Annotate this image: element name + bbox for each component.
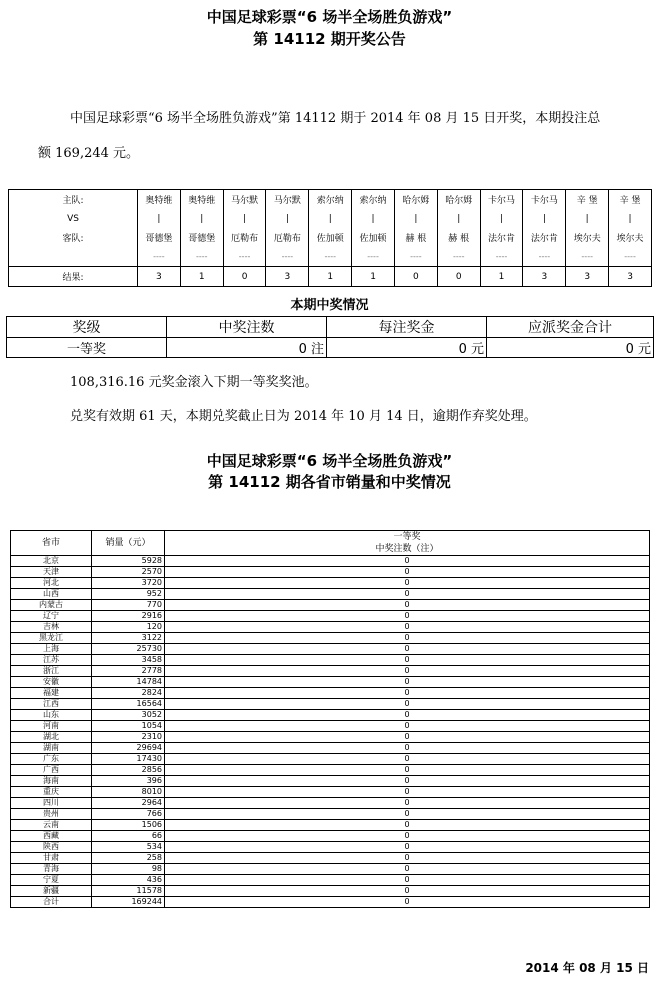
province-row <box>11 820 650 831</box>
dash-row-cell: ---- <box>138 247 181 267</box>
rollover-note: 108,316.16 元奖金滚入下期一等奖奖池。 <box>70 375 318 390</box>
dash-row-cell: ---- <box>352 247 395 267</box>
away-row-cell: 厄勒布 <box>266 228 309 247</box>
province-name: 青海 <box>11 864 92 875</box>
province-win-count: 0 <box>165 721 650 732</box>
province-sales: 396 <box>92 776 165 787</box>
province-win-count: 0 <box>165 853 650 864</box>
prize-col-count: 中奖注数 <box>167 317 327 338</box>
province-win-count: 0 <box>165 556 650 567</box>
home-row-cell: 索尔纳 <box>309 190 352 210</box>
province-name: 辽宁 <box>11 611 92 622</box>
result-row-cell: 3 <box>566 267 609 287</box>
province-row <box>11 655 650 666</box>
result-row <box>9 267 652 287</box>
province-row <box>11 633 650 644</box>
dash-row-cell: ---- <box>437 247 480 267</box>
intro-line1: 中国足球彩票“6 场半全场胜负游戏”第 14112 期于 2014 年 08 月 15 日开奖，本期投注总 <box>70 111 601 126</box>
home-row-cell: 奥特维 <box>138 190 181 210</box>
vs-row-cell: | <box>609 209 652 228</box>
dash-row-cell: ---- <box>566 247 609 267</box>
province-sales: 17430 <box>92 754 165 765</box>
province-win-count: 0 <box>165 589 650 600</box>
page-title: 中国足球彩票“6 场半全场胜负游戏” <box>206 8 453 26</box>
footer-date: 2014 年 08 月 15 日 <box>525 961 649 975</box>
province-col-prize-top: 一等奖 <box>393 532 421 542</box>
province-sales: 1506 <box>92 820 165 831</box>
province-row <box>11 853 650 864</box>
province-name: 广西 <box>11 765 92 776</box>
province-row <box>11 721 650 732</box>
province-win-count: 0 <box>165 688 650 699</box>
province-name: 四川 <box>11 798 92 809</box>
away-row-label: 客队: <box>62 234 84 244</box>
province-win-count: 0 <box>165 831 650 842</box>
province-name: 广东 <box>11 754 92 765</box>
result-row-cell: 3 <box>138 267 181 287</box>
away-row-cell: 佐加顿 <box>352 228 395 247</box>
result-row-label: 结果: <box>9 267 138 287</box>
result-row-cell: 3 <box>266 267 309 287</box>
province-sales: 2570 <box>92 567 165 578</box>
away-row <box>9 228 652 247</box>
result-row-cell: 0 <box>394 267 437 287</box>
vs-row-cell: | <box>223 209 266 228</box>
province-name: 云南 <box>11 820 92 831</box>
province-row <box>11 567 650 578</box>
prize-col-per: 每注奖金 <box>327 317 487 338</box>
province-win-count: 0 <box>165 611 650 622</box>
province-row <box>11 578 650 589</box>
home-row-cell: 辛 堡 <box>566 190 609 210</box>
province-sales: 436 <box>92 875 165 886</box>
province-win-count: 0 <box>165 765 650 776</box>
province-row <box>11 798 650 809</box>
province-sales: 2916 <box>92 611 165 622</box>
province-sales: 766 <box>92 809 165 820</box>
province-name: 河北 <box>11 578 92 589</box>
province-win-count: 0 <box>165 809 650 820</box>
province-sales: 5928 <box>92 556 165 567</box>
section2-subtitle: 第 14112 期各省市销量和中奖情况 <box>208 473 451 491</box>
province-win-count: 0 <box>165 897 650 908</box>
province-name: 陕西 <box>11 842 92 853</box>
province-sales: 66 <box>92 831 165 842</box>
away-row-cell: 赫 根 <box>437 228 480 247</box>
province-win-count: 0 <box>165 578 650 589</box>
vs-row-cell: | <box>480 209 523 228</box>
vs-row-cell: | <box>523 209 566 228</box>
province-row <box>11 886 650 897</box>
away-row-cell: 佐加顿 <box>309 228 352 247</box>
home-row-cell: 辛 堡 <box>609 190 652 210</box>
section2-title: 中国足球彩票“6 场半全场胜负游戏” <box>206 452 453 470</box>
dash-row-cell: ---- <box>394 247 437 267</box>
province-name: 河南 <box>11 721 92 732</box>
province-win-count: 0 <box>165 567 650 578</box>
province-win-count: 0 <box>165 787 650 798</box>
province-win-count: 0 <box>165 655 650 666</box>
province-win-count: 0 <box>165 677 650 688</box>
home-row-label: 主队: <box>62 196 84 206</box>
intro-line2: 额 169,244 元。 <box>38 146 140 161</box>
dash-row-cell: ---- <box>480 247 523 267</box>
dash-row-cell: ---- <box>309 247 352 267</box>
validity-note: 兑奖有效期 61 天，本期兑奖截止日为 2014 年 10 月 14 日，逾期作弃奖处理。 <box>70 409 537 424</box>
vs-row-label: VS <box>67 213 79 224</box>
province-row <box>11 688 650 699</box>
province-row <box>11 589 650 600</box>
home-row-cell: 马尔默 <box>223 190 266 210</box>
prize-col-level: 奖级 <box>7 317 167 338</box>
province-name: 安徽 <box>11 677 92 688</box>
prize-per: 0 元 <box>327 338 487 358</box>
province-win-count: 0 <box>165 644 650 655</box>
result-row-cell: 1 <box>352 267 395 287</box>
province-sales: 1054 <box>92 721 165 732</box>
province-sales: 2856 <box>92 765 165 776</box>
province-name: 福建 <box>11 688 92 699</box>
province-col-name: 省市 <box>11 531 92 556</box>
province-win-count: 0 <box>165 864 650 875</box>
province-sales: 770 <box>92 600 165 611</box>
province-win-count: 0 <box>165 600 650 611</box>
province-sales: 29694 <box>92 743 165 754</box>
province-name: 贵州 <box>11 809 92 820</box>
province-name: 内蒙古 <box>11 600 92 611</box>
province-col-prize <box>165 531 650 556</box>
province-row <box>11 556 650 567</box>
prize-heading: 本期中奖情况 <box>290 298 369 313</box>
province-win-count: 0 <box>165 666 650 677</box>
vs-row-cell: | <box>394 209 437 228</box>
away-row-cell: 哥德堡 <box>138 228 181 247</box>
province-sales: 11578 <box>92 886 165 897</box>
province-sales: 98 <box>92 864 165 875</box>
province-sales: 952 <box>92 589 165 600</box>
vs-row-cell: | <box>138 209 181 228</box>
dash-row <box>9 247 652 267</box>
province-row <box>11 644 650 655</box>
vs-row-cell: | <box>266 209 309 228</box>
province-row <box>11 809 650 820</box>
dash-row-cell: ---- <box>523 247 566 267</box>
province-row <box>11 776 650 787</box>
dash-row-cell: ---- <box>609 247 652 267</box>
home-row-cell: 索尔纳 <box>352 190 395 210</box>
province-sales: 8010 <box>92 787 165 798</box>
province-sales: 169244 <box>92 897 165 908</box>
province-win-count: 0 <box>165 754 650 765</box>
prize-row <box>7 338 654 358</box>
province-sales: 25730 <box>92 644 165 655</box>
home-row-cell: 奥特维 <box>180 190 223 210</box>
province-row <box>11 897 650 908</box>
province-col-prize-sub: 中奖注数（注） <box>375 544 439 554</box>
vs-row-cell: | <box>180 209 223 228</box>
result-row-cell: 3 <box>523 267 566 287</box>
away-row-cell: 埃尔夫 <box>609 228 652 247</box>
province-win-count: 0 <box>165 798 650 809</box>
province-row <box>11 611 650 622</box>
province-row <box>11 875 650 886</box>
province-row <box>11 666 650 677</box>
province-row <box>11 710 650 721</box>
province-win-count: 0 <box>165 732 650 743</box>
province-sales: 120 <box>92 622 165 633</box>
province-col-sales: 销量（元） <box>92 531 165 556</box>
vs-row-cell: | <box>566 209 609 228</box>
result-row-cell: 0 <box>223 267 266 287</box>
province-win-count: 0 <box>165 820 650 831</box>
vs-row <box>9 209 652 228</box>
home-row-cell: 哈尔姆 <box>394 190 437 210</box>
province-win-count: 0 <box>165 776 650 787</box>
province-sales: 2778 <box>92 666 165 677</box>
province-win-count: 0 <box>165 710 650 721</box>
province-name: 黑龙江 <box>11 633 92 644</box>
province-name: 新疆 <box>11 886 92 897</box>
province-sales: 2824 <box>92 688 165 699</box>
province-sales: 3052 <box>92 710 165 721</box>
dash-row-cell: ---- <box>223 247 266 267</box>
province-name: 海南 <box>11 776 92 787</box>
province-name: 江西 <box>11 699 92 710</box>
province-row <box>11 787 650 798</box>
province-win-count: 0 <box>165 842 650 853</box>
prize-total: 0 元 <box>487 338 654 358</box>
province-table <box>10 530 650 908</box>
province-name: 山东 <box>11 710 92 721</box>
province-sales: 3720 <box>92 578 165 589</box>
province-sales: 3458 <box>92 655 165 666</box>
province-row <box>11 754 650 765</box>
vs-row-cell: | <box>437 209 480 228</box>
province-name: 宁夏 <box>11 875 92 886</box>
province-sales: 2310 <box>92 732 165 743</box>
province-win-count: 0 <box>165 743 650 754</box>
province-win-count: 0 <box>165 886 650 897</box>
province-row <box>11 743 650 754</box>
home-row-cell: 马尔默 <box>266 190 309 210</box>
result-row-cell: 3 <box>609 267 652 287</box>
province-name: 湖南 <box>11 743 92 754</box>
province-name: 北京 <box>11 556 92 567</box>
province-name: 天津 <box>11 567 92 578</box>
prize-table <box>6 316 654 358</box>
home-row <box>9 190 652 210</box>
prize-level: 一等奖 <box>7 338 167 358</box>
province-name: 浙江 <box>11 666 92 677</box>
province-sales: 14784 <box>92 677 165 688</box>
away-row-cell: 法尔肯 <box>480 228 523 247</box>
prize-col-total: 应派奖金合计 <box>487 317 654 338</box>
province-name: 合计 <box>11 897 92 908</box>
vs-row-cell: | <box>352 209 395 228</box>
province-name: 山西 <box>11 589 92 600</box>
province-sales: 2964 <box>92 798 165 809</box>
province-win-count: 0 <box>165 875 650 886</box>
province-row <box>11 831 650 842</box>
result-row-cell: 0 <box>437 267 480 287</box>
result-row-cell: 1 <box>180 267 223 287</box>
away-row-cell: 赫 根 <box>394 228 437 247</box>
prize-header-row <box>7 317 654 338</box>
province-win-count: 0 <box>165 622 650 633</box>
province-name: 上海 <box>11 644 92 655</box>
away-row-cell: 法尔肯 <box>523 228 566 247</box>
home-row-cell: 卡尔马 <box>480 190 523 210</box>
province-header-row <box>11 531 650 556</box>
dash-row-label <box>9 247 138 267</box>
prize-count: 0 注 <box>167 338 327 358</box>
province-row <box>11 765 650 776</box>
dash-row-cell: ---- <box>180 247 223 267</box>
province-row <box>11 677 650 688</box>
province-name: 江苏 <box>11 655 92 666</box>
away-row-cell: 哥德堡 <box>180 228 223 247</box>
match-table <box>8 189 652 287</box>
dash-row-cell: ---- <box>266 247 309 267</box>
province-row <box>11 864 650 875</box>
province-name: 湖北 <box>11 732 92 743</box>
province-row <box>11 699 650 710</box>
province-sales: 3122 <box>92 633 165 644</box>
away-row-cell: 埃尔夫 <box>566 228 609 247</box>
province-row <box>11 622 650 633</box>
result-row-cell: 1 <box>309 267 352 287</box>
province-name: 西藏 <box>11 831 92 842</box>
province-row <box>11 600 650 611</box>
home-row-cell: 卡尔马 <box>523 190 566 210</box>
province-row <box>11 842 650 853</box>
result-row-cell: 1 <box>480 267 523 287</box>
province-name: 重庆 <box>11 787 92 798</box>
province-win-count: 0 <box>165 699 650 710</box>
vs-row-cell: | <box>309 209 352 228</box>
province-win-count: 0 <box>165 633 650 644</box>
province-sales: 534 <box>92 842 165 853</box>
away-row-cell: 厄勒布 <box>223 228 266 247</box>
page-subtitle: 第 14112 期开奖公告 <box>253 30 406 48</box>
province-name: 甘肃 <box>11 853 92 864</box>
home-row-cell: 哈尔姆 <box>437 190 480 210</box>
province-sales: 16564 <box>92 699 165 710</box>
province-name: 吉林 <box>11 622 92 633</box>
province-row <box>11 732 650 743</box>
province-sales: 258 <box>92 853 165 864</box>
